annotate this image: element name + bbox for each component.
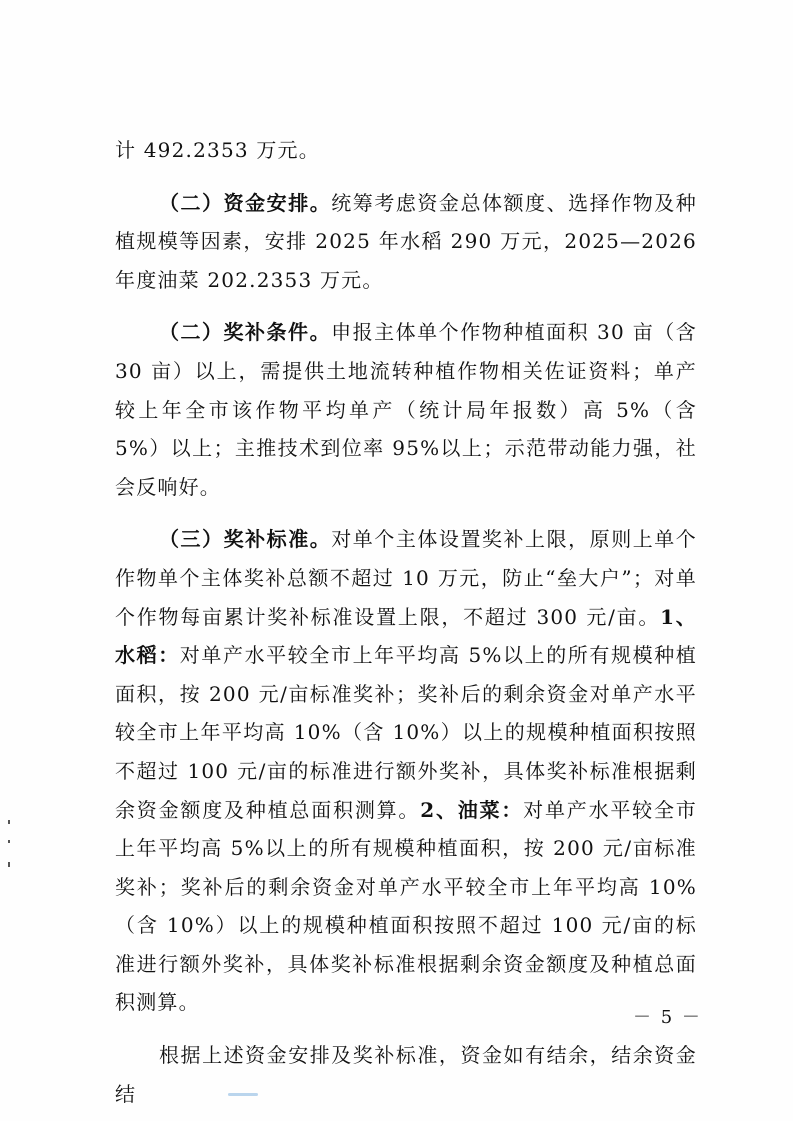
rapeseed-label: 2、油菜： [420, 797, 524, 822]
continuation-text: 计 492.2353 万元。 [115, 138, 320, 162]
paragraph-standards [115, 520, 697, 1022]
paragraph-conditions [115, 313, 697, 506]
document-body [115, 131, 697, 1127]
rice-text: 对单产水平较全市上年平均高 5%以上的所有规模种植面积，按 200 元/亩标准奖补；奖补后的剩余资金对单产水平较全市上年平均高 10%（含 10%）以上的规模种植面积按照不超过 100 元/亩的标准进行额外奖补，具体奖补标准根据剩余资金额度及种植总面积测算。 [115, 643, 697, 822]
page-number: － 5 － [633, 1007, 702, 1028]
standards-text: 对单个主体设置奖补上限，原则上单个作物单个主体奖补总额不超过 10 万元，防止“垒大户”；对单个作物每亩累计奖补标准设置上限，不超过 300 元/亩。 [115, 527, 697, 629]
paragraph-funding [115, 184, 697, 300]
conditions-text: 申报主体单个作物种植面积 30 亩（含 30 亩）以上，需提供土地流转种植作物相关佐证资料；单产较上年全市该作物平均单产（统计局年报数）高 5%（含 5%）以上；主推技术到位率 95%以上；示范带动能力强，社会反响好。 [115, 320, 697, 499]
funding-heading: （二）资金安排。 [159, 190, 332, 215]
rapeseed-text: 对单产水平较全市上年平均高 5%以上的所有规模种植面积，按 200 元/亩标准奖补；奖补后的剩余资金对单产水平较全市上年平均高 10%（含 10%）以上的规模种植面积按照不超过 100 元/亩的标准进行额外奖补，具体奖补标准根据剩余资金额度及种植总面积测算。 [115, 797, 697, 1015]
standards-heading: （三）奖补标准。 [159, 527, 332, 552]
paragraph-closing [115, 1036, 697, 1113]
funding-text: 统筹考虑资金总体额度、选择作物及种植规模等因素，安排 2025 年水稻 290 万元，2025—2026 年度油菜 202.2353 万元。 [115, 190, 697, 292]
binding-mark-bottom [8, 862, 10, 867]
paragraph-continuation [115, 131, 697, 170]
rice-label: 1、水稻： [115, 604, 697, 668]
binding-mark-middle [8, 840, 10, 843]
binding-mark-top [8, 820, 10, 824]
scan-artifact [228, 1093, 258, 1096]
conditions-heading: （二）奖补条件。 [159, 320, 332, 345]
closing-text: 根据上述资金安排及奖补标准，资金如有结余，结余资金结 [115, 1043, 697, 1106]
